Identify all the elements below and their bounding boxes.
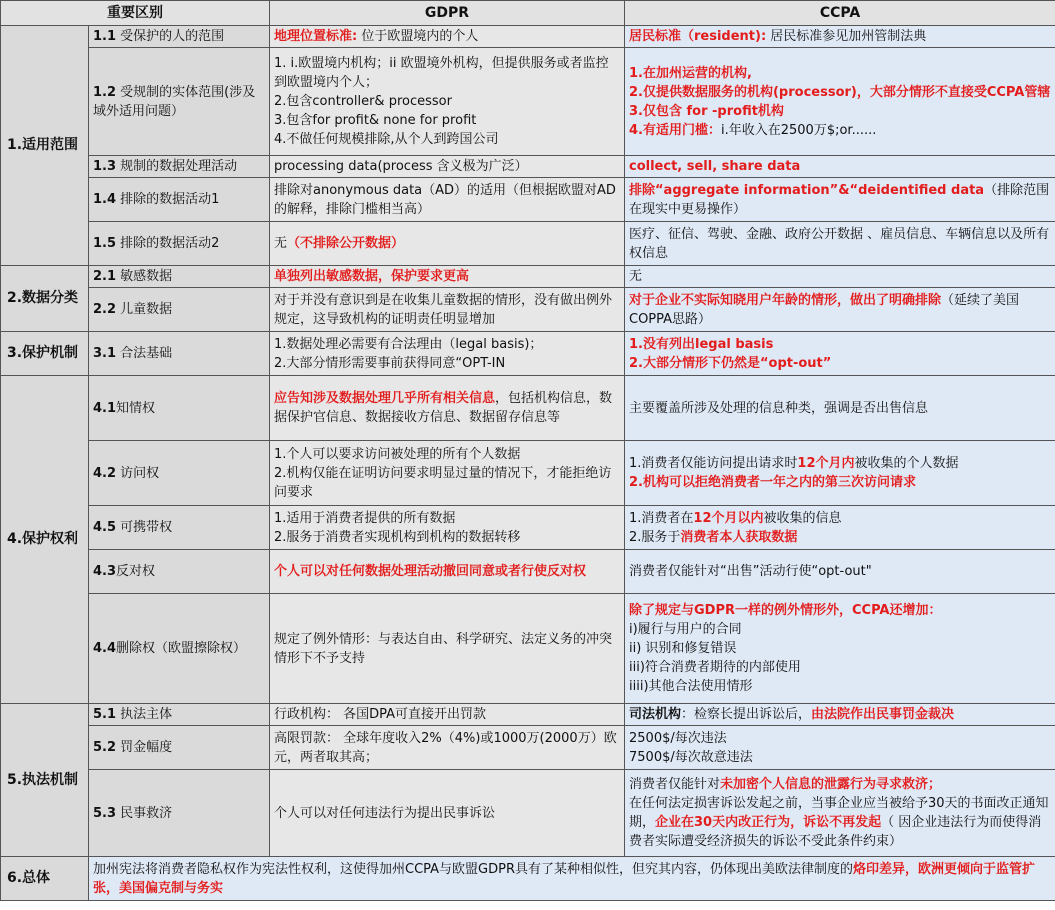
gdpr-cell: 地理位置标准: 位于欧盟境内的个人 bbox=[270, 26, 625, 48]
table-row bbox=[1, 506, 1055, 550]
table-row bbox=[1, 48, 1055, 156]
category-enforcement: 5.执法机制 bbox=[1, 704, 89, 857]
ccpa-cell: 排除“aggregate information”&“deidentified data（排除范围在现实中更易操作） bbox=[625, 178, 1055, 222]
summary-cell: 加州宪法将消费者隐私权作为宪法性权利，这使得加州CCPA与欧盟GDPR具有了某种相似性，但究其内容，仍体现出美欧法律制度的烙印差异，欧洲更倾向于监管扩张，美国偏克制与务实 bbox=[89, 857, 1055, 901]
ccpa-cell: 除了规定与GDPR一样的例外情形外，CCPA还增加： i)履行与用户的合同 ii) 识别和修复错误 iii)符合消费者期待的内部使用 iiii)其他合法使用情形 bbox=[625, 594, 1055, 704]
ccpa-cell: 主要覆盖所涉及处理的信息种类，强调是否出售信息 bbox=[625, 376, 1055, 441]
table-row bbox=[1, 441, 1055, 506]
gdpr-cell: 对于并没有意识到是在收集儿童数据的情形，没有做出例外规定，这导致机构的证明责任明显增加 bbox=[270, 288, 625, 332]
gdpr-cell: 1.数据处理必需要有合法理由（legal basis)； 2.大部分情形需要事前获得同意“OPT-IN bbox=[270, 332, 625, 376]
table-row bbox=[1, 266, 1055, 288]
gdpr-cell: 高限罚款： 全球年度收入2%（4%)或1000万(2000万）欧元，两者取其高； bbox=[270, 726, 625, 770]
table-row bbox=[1, 222, 1055, 266]
category-protection-rights: 4.保护权利 bbox=[1, 376, 89, 704]
table-row bbox=[1, 704, 1055, 726]
row-label: 5.1 执法主体 bbox=[89, 704, 270, 726]
gdpr-cell: 排除对anonymous data（AD）的适用（但根据欧盟对AD的解释，排除门槛相当高） bbox=[270, 178, 625, 222]
gdpr-cell: 单独列出敏感数据，保护要求更高 bbox=[270, 266, 625, 288]
table-row bbox=[1, 178, 1055, 222]
header-differences: 重要区别 bbox=[1, 1, 270, 26]
row-label: 1.1 受保护的人的范围 bbox=[89, 26, 270, 48]
header-ccpa: CCPA bbox=[625, 1, 1055, 26]
ccpa-cell: 司法机构：检察长提出诉讼后，由法院作出民事罚金裁决 bbox=[625, 704, 1055, 726]
row-label: 4.2 访问权 bbox=[89, 441, 270, 506]
gdpr-cell: 应告知涉及数据处理几乎所有相关信息，包括机构信息，数据保护官信息、数据接收方信息、数据留存信息等 bbox=[270, 376, 625, 441]
table-row bbox=[1, 332, 1055, 376]
gdpr-cell: 个人可以对任何数据处理活动撤回同意或者行使反对权 bbox=[270, 550, 625, 594]
table-row bbox=[1, 376, 1055, 441]
category-protection-mechanism: 3.保护机制 bbox=[1, 332, 89, 376]
ccpa-cell: 医疗、征信、驾驶、金融、政府公开数据 、雇员信息、车辆信息以及所有权信息 bbox=[625, 222, 1055, 266]
row-label: 1.3 规制的数据处理活动 bbox=[89, 156, 270, 178]
table-row bbox=[1, 726, 1055, 770]
row-label: 3.1 合法基础 bbox=[89, 332, 270, 376]
gdpr-cell: 1.适用于消费者提供的所有数据 2.服务于消费者实现机构到机构的数据转移 bbox=[270, 506, 625, 550]
row-label: 2.2 儿童数据 bbox=[89, 288, 270, 332]
category-data-classification: 2.数据分类 bbox=[1, 266, 89, 332]
row-label: 1.4 排除的数据活动1 bbox=[89, 178, 270, 222]
gdpr-cell: processing data(process 含义极为广泛） bbox=[270, 156, 625, 178]
table-row bbox=[1, 770, 1055, 857]
table-row bbox=[1, 857, 1055, 901]
ccpa-cell: 1.在加州运营的机构, 2.仅提供数据服务的机构(processor)，大部分情形不直接受CCPA管辖 3.仅包含 for -profit机构 4.有适用门槛：i.年收入在2500万$;or...... bbox=[625, 48, 1055, 156]
row-label: 1.2 受规制的实体范围(涉及域外适用问题） bbox=[89, 48, 270, 156]
table-row bbox=[1, 594, 1055, 704]
header-row bbox=[1, 1, 1055, 26]
ccpa-cell: 对于企业不实际知晓用户年龄的情形，做出了明确排除（延续了美国COPPA思路） bbox=[625, 288, 1055, 332]
row-label: 5.3 民事救济 bbox=[89, 770, 270, 857]
ccpa-cell: 居民标准（resident): 居民标准参见加州管制法典 bbox=[625, 26, 1055, 48]
category-overall: 6.总体 bbox=[1, 857, 89, 901]
ccpa-cell: 1.消费者在12个月以内被收集的信息 2.服务于消费者本人获取数据 bbox=[625, 506, 1055, 550]
table-row bbox=[1, 156, 1055, 178]
row-label: 1.5 排除的数据活动2 bbox=[89, 222, 270, 266]
row-label: 5.2 罚金幅度 bbox=[89, 726, 270, 770]
ccpa-cell: 消费者仅能针对未加密个人信息的泄露行为寻求救济； 在任何法定损害诉讼发起之前，当事企业应当被给予30天的书面改正通知期，企业在30天内改正行为，诉讼不再发起（ 因企业违法行为而使得消费者实际遭受经济损失的诉讼不受此条件约束） bbox=[625, 770, 1055, 857]
row-label: 4.1知情权 bbox=[89, 376, 270, 441]
table-row bbox=[1, 288, 1055, 332]
ccpa-cell: collect, sell, share data bbox=[625, 156, 1055, 178]
gdpr-cell: 规定了例外情形：与表达自由、科学研究、法定义务的冲突情形下不予支持 bbox=[270, 594, 625, 704]
row-label: 4.4删除权（欧盟擦除权） bbox=[89, 594, 270, 704]
row-label: 2.1 敏感数据 bbox=[89, 266, 270, 288]
gdpr-cell: 行政机构： 各国DPA可直接开出罚款 bbox=[270, 704, 625, 726]
gdpr-cell: 无（不排除公开数据） bbox=[270, 222, 625, 266]
table-row bbox=[1, 26, 1055, 48]
gdpr-cell: 1. i.欧盟境内机构；ii 欧盟境外机构，但提供服务或者监控到欧盟境内个人； 2.包含controller& processor 3.包含for profit& none for profit 4.不做任何规模排除,从个人到跨国公司 bbox=[270, 48, 625, 156]
row-label: 4.5 可携带权 bbox=[89, 506, 270, 550]
ccpa-cell: 2500$/每次违法 7500$/每次故意违法 bbox=[625, 726, 1055, 770]
ccpa-cell: 消费者仅能针对“出售”活动行使“opt-out" bbox=[625, 550, 1055, 594]
ccpa-cell: 1.消费者仅能访问提出请求时12个月内被收集的个人数据 2.机构可以拒绝消费者一年之内的第三次访问请求 bbox=[625, 441, 1055, 506]
gdpr-cell: 1.个人可以要求访问被处理的所有个人数据 2.机构仅能在证明访问要求明显过量的情况下，才能拒绝访问要求 bbox=[270, 441, 625, 506]
ccpa-cell: 无 bbox=[625, 266, 1055, 288]
header-gdpr: GDPR bbox=[270, 1, 625, 26]
row-label: 4.3反对权 bbox=[89, 550, 270, 594]
ccpa-cell: 1.没有列出legal basis 2.大部分情形下仍然是“opt-out” bbox=[625, 332, 1055, 376]
table-row bbox=[1, 550, 1055, 594]
gdpr-cell: 个人可以对任何违法行为提出民事诉讼 bbox=[270, 770, 625, 857]
category-scope: 1.适用范围 bbox=[1, 26, 89, 266]
